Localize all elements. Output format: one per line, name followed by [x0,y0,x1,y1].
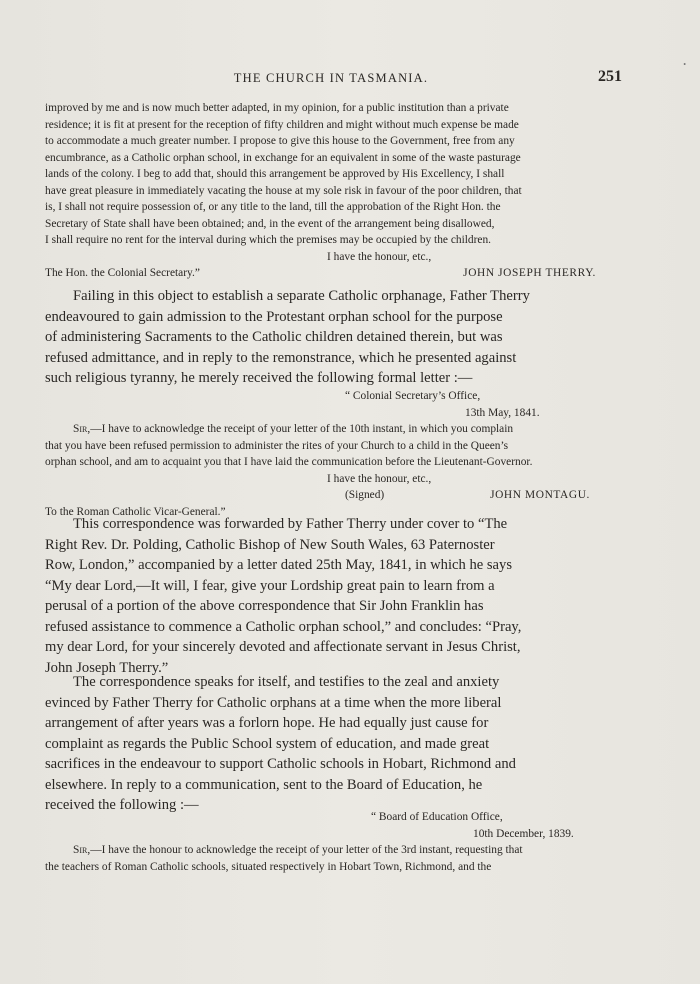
letter-addressee: To the Roman Catholic Vicar-General.” [45,505,226,518]
paragraph-line: evinced by Father Therry for Catholic orphans at a time when the more liberal [45,694,502,711]
paragraph-line: Right Rev. Dr. Polding, Catholic Bishop of New South Wales, 63 Paternoster [45,536,495,553]
letter-date: 13th May, 1841. [465,406,540,419]
letter-line [45,421,616,438]
paragraph-line: received the following :— [45,797,199,813]
body-paragraph [45,286,616,389]
paragraph-line: endeavoured to gain admission to the Protestant orphan school for the purpose [45,308,503,325]
paragraph-line: The correspondence speaks for itself, and testifies to the zeal and anxiety [73,674,500,690]
signature-row [45,487,616,504]
letter-line: have great pleasure in immediately vacating the house at my sole risk in favour of the poor children, that [45,184,522,197]
letter-line: is, I shall not require possession of, or any title to the land, till the approbation of the Right Hon. the [45,201,501,213]
letter-line: residence; it is fit at present for the reception of fifty children and might without much expense be made [45,118,519,131]
letter-line: encumbrance, as a Catholic orphan school, in exchange for an equivalent in some of the waste pasturage [45,151,521,164]
letter-signed: (Signed) [345,489,385,501]
running-title: THE CHURCH IN TASMANIA. [233,71,429,85]
letter-salutation: Sir, [73,423,91,435]
paragraph-line: of administering Sacraments to the Catholic children detained therein, but was [45,329,503,345]
paragraph-line: John Joseph Therry.” [45,659,169,676]
page-number: 251 [598,68,622,85]
letter-office: “ Board of Education Office, [371,811,503,823]
paragraph-line: “My dear Lord,—It will, I fear, give your Lordship great pain to learn from a [45,577,495,594]
letter-closing: I have the honour, etc., [327,472,432,485]
letter-text: —I have the honour to acknowledge the receipt of your letter of the 3rd instant, requesting that [90,844,523,856]
body-paragraph [45,514,616,678]
quoted-letter [45,809,616,875]
paragraph-line: refused assistance to commence a Catholic orphan school,” and concludes: “Pray, [45,618,522,635]
letter-line: the teachers of Roman Catholic schools, situated respectively in Hobart Town, Richmond, and the [45,860,492,873]
letter-signature: JOHN MONTAGU. [490,489,590,501]
margin-mark: • [683,60,686,69]
paragraph-line: elsewhere. In reply to a communication, sent to the Board of Education, he [45,776,483,793]
letter-addressee: The Hon. the Colonial Secretary.” [45,267,200,279]
letter-line [45,842,616,859]
paragraph-line: complaint as regards the Public School system of education, and made great [45,735,490,752]
letter-continuation [45,100,616,282]
letter-line: to accommodate a much greater number. I propose to give this house to the Government, free from any [45,135,515,147]
letter-salutation: Sir, [73,844,91,856]
body-paragraph [45,672,616,816]
letter-line: orphan school, and am to acquaint you that I have laid the communication before the Lieutenant-Governor. [45,456,533,468]
letter-signature: JOHN JOSEPH THERRY. [463,267,596,279]
letter-date: 10th December, 1839. [473,827,574,840]
paragraph-line: This correspondence was forwarded by Father Therry under cover to “The [73,516,508,532]
paragraph-line: such religious tyranny, he merely received the following formal letter :— [45,370,473,386]
paragraph-line: Failing in this object to establish a separate Catholic orphanage, Father Therry [73,288,530,304]
paragraph-line: refused admittance, and in reply to the remonstrance, which he presented against [45,349,517,366]
letter-line: improved by me and is now much better adapted, in my opinion, for a public institution than a private [45,102,509,114]
letter-line: that you have been refused permission to administer the rites of your Church to a child in the Queen’s [45,439,509,452]
letter-text: —I have to acknowledge the receipt of your letter of the 10th instant, in which you complain [90,423,514,435]
quoted-letter [45,388,616,520]
paragraph-line: my dear Lord, for your sincerely devoted and affectionate servant in Jesus Christ, [45,639,521,655]
letter-office: “ Colonial Secretary’s Office, [345,390,481,402]
paragraph-line: perusal of a portion of the above correspondence that Sir John Franklin has [45,598,484,614]
running-head [40,68,622,88]
letter-line: I shall require no rent for the interval during which the premises may be occupied by the children. [45,234,491,246]
signature-row [45,265,616,282]
paragraph-line: sacrifices in the endeavour to support Catholic schools in Hobart, Richmond and [45,756,516,772]
letter-closing: I have the honour, etc., [327,250,432,263]
letter-line: Secretary of State shall have been obtained; and, in the event of the arrangement being disallowed, [45,217,495,230]
paragraph-line: arrangement of after years was a forlorn hope. He had equally just cause for [45,715,489,731]
letter-line: lands of the colony. I beg to add that, should this arrangement be approved by His Excellency, I shall [45,168,505,180]
paragraph-line: Row, London,” accompanied by a letter dated 25th May, 1841, in which he says [45,557,513,573]
